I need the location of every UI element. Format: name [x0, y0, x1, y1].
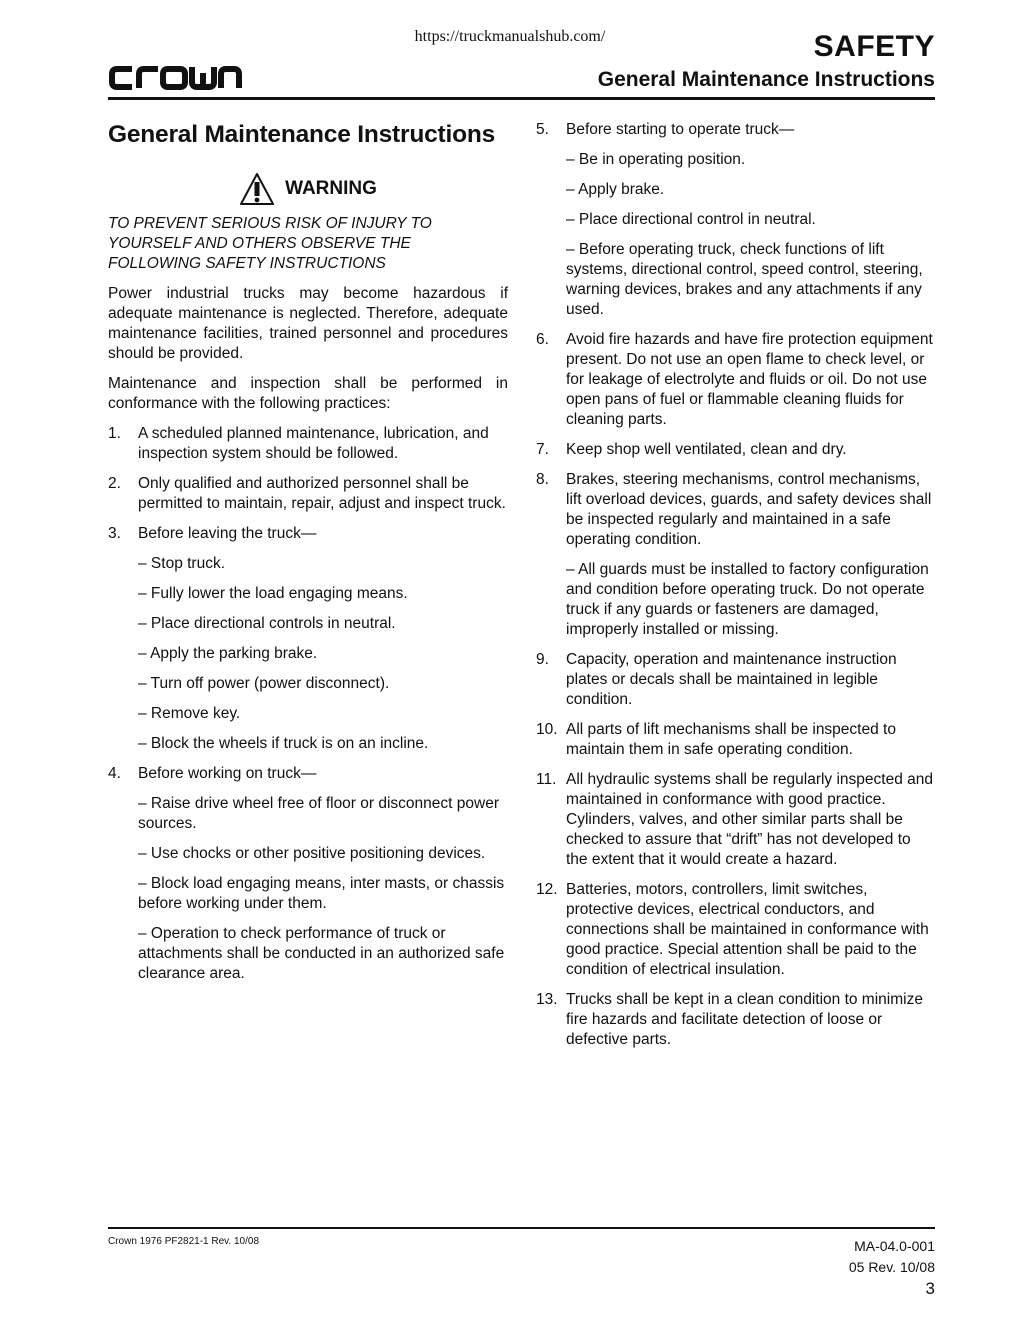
sub-item: – Be in operating position.	[566, 151, 746, 168]
item-number: 11.	[536, 771, 557, 788]
list-item	[536, 720, 936, 760]
list-item	[536, 470, 936, 550]
list-item	[536, 880, 936, 980]
list-item	[108, 524, 508, 544]
sub-item: – All guards must be installed to factory configuration and condition before operating truck. Do not operate truck if any guards or fasteners are damaged, improperly installed or missing.	[566, 561, 929, 638]
sub-item: – Remove key.	[138, 705, 241, 722]
item-number: 6.	[536, 331, 549, 348]
item-text: A scheduled planned maintenance, lubrication, and inspection system should be followed.	[138, 425, 489, 462]
footer-doc-code: Crown 1976 PF2821-1 Rev. 10/08	[108, 1236, 260, 1247]
left-column	[108, 120, 508, 994]
list-item	[536, 440, 936, 460]
sub-item: – Apply brake.	[566, 181, 665, 198]
sub-item: – Block the wheels if truck is on an incline.	[138, 735, 429, 752]
item-text: Avoid fire hazards and have fire protection equipment present. Do not use an open flame to check level, or for leakage of electrolyte and fluids or oil. Do not use open pans of fuel or flammable cleaning fluids for cleaning parts.	[566, 331, 933, 428]
footer-revision	[849, 1236, 935, 1278]
warning-triangle-icon	[239, 172, 275, 206]
header-rule	[108, 97, 935, 100]
item-text: All hydraulic systems shall be regularly inspected and maintained in conformance with good practice. Cylinders, valves, and other similar parts shall be checked to assure that “drift” has not developed to the extent that it would create a hazard.	[566, 771, 934, 868]
item-number: 7.	[536, 441, 549, 458]
item-number: 9.	[536, 651, 549, 668]
sub-item: – Block load engaging means, inter masts, or chassis before working under them.	[138, 875, 505, 912]
item-number: 8.	[536, 471, 549, 488]
sub-item: – Before operating truck, check functions of lift systems, directional control, speed control, steering, warning devices, brakes and any attachments if any used.	[566, 241, 923, 318]
item-number: 5.	[536, 121, 549, 138]
item-text: Before leaving the truck—	[138, 525, 317, 542]
page-number: 3	[925, 1279, 935, 1298]
list-item	[108, 424, 508, 464]
header-subtitle: General Maintenance Instructions	[597, 68, 935, 91]
item-number: 4.	[108, 765, 121, 782]
sub-item: – Stop truck.	[138, 555, 226, 572]
footer-rule	[108, 1227, 935, 1229]
item-text: Capacity, operation and maintenance instruction plates or decals shall be maintained in legible condition.	[566, 651, 897, 708]
warning-label: WARNING	[285, 178, 377, 199]
item-number: 10.	[536, 721, 558, 738]
item-text: All parts of lift mechanisms shall be inspected to maintain them in safe operating condition.	[566, 721, 896, 758]
sub-item: – Apply the parking brake.	[138, 645, 318, 662]
item-text: Only qualified and authorized personnel shall be permitted to maintain, repair, adjust and inspect truck.	[138, 475, 506, 512]
item-text: Brakes, steering mechanisms, control mechanisms, lift overload devices, guards, and safety devices shall be inspected regularly and maintained in a safe operating condition.	[566, 471, 932, 548]
item-number: 12.	[536, 881, 558, 898]
section-title: General Maintenance Instructions	[108, 121, 496, 148]
list-item	[536, 120, 936, 140]
sub-item: – Fully lower the load engaging means.	[138, 585, 408, 602]
list-item	[536, 330, 936, 430]
practices-paragraph: Maintenance and inspection shall be performed in conformance with the following practices:	[108, 375, 508, 412]
item-text: Trucks shall be kept in a clean condition to minimize fire hazards and facilitate detection of loose or defective parts.	[566, 991, 923, 1048]
item-text: Batteries, motors, controllers, limit switches, protective devices, electrical conductors, and connections shall be maintained in conformance with good practice. Special attention shall be paid to the condition of electrical insulation.	[566, 881, 929, 978]
crown-logo	[108, 62, 244, 92]
source-url[interactable]: https://truckmanualshub.com/	[414, 28, 606, 45]
list-item	[536, 650, 936, 710]
list-item	[108, 764, 508, 784]
item-number: 1.	[108, 425, 121, 442]
header-section-title: SAFETY	[813, 30, 935, 63]
item-text: Before starting to operate truck—	[566, 121, 795, 138]
item-number: 2.	[108, 475, 121, 492]
sub-item: – Raise drive wheel free of floor or disconnect power sources.	[138, 795, 499, 832]
warning-header	[108, 172, 508, 206]
intro-paragraph: Power industrial trucks may become hazardous if adequate maintenance is neglected. Therefore, adequate maintenance facilities, trained personnel and procedures should be provided.	[108, 285, 508, 362]
warning-text: TO PREVENT SERIOUS RISK OF INJURY TO YOURSELF AND OTHERS OBSERVE THE FOLLOWING SAFETY INSTRUCTIONS	[108, 215, 432, 272]
list-item	[108, 474, 508, 514]
list-item	[536, 770, 936, 870]
item-text: Keep shop well ventilated, clean and dry.	[566, 441, 847, 458]
sub-item: – Place directional control in neutral.	[566, 211, 816, 228]
sub-item: – Operation to check performance of truck or attachments shall be conducted in an authorized safe clearance area.	[138, 925, 505, 982]
footer-doc-id: MA-04.0-001	[854, 1238, 935, 1254]
sub-item: – Place directional controls in neutral.	[138, 615, 396, 632]
item-number: 13.	[536, 991, 558, 1008]
item-text: Before working on truck—	[138, 765, 317, 782]
right-column	[536, 120, 936, 1060]
footer-rev: 05 Rev. 10/08	[848, 1259, 935, 1275]
sub-item: – Use chocks or other positive positioning devices.	[138, 845, 486, 862]
item-number: 3.	[108, 525, 121, 542]
list-item	[536, 990, 936, 1050]
sub-item: – Turn off power (power disconnect).	[138, 675, 390, 692]
